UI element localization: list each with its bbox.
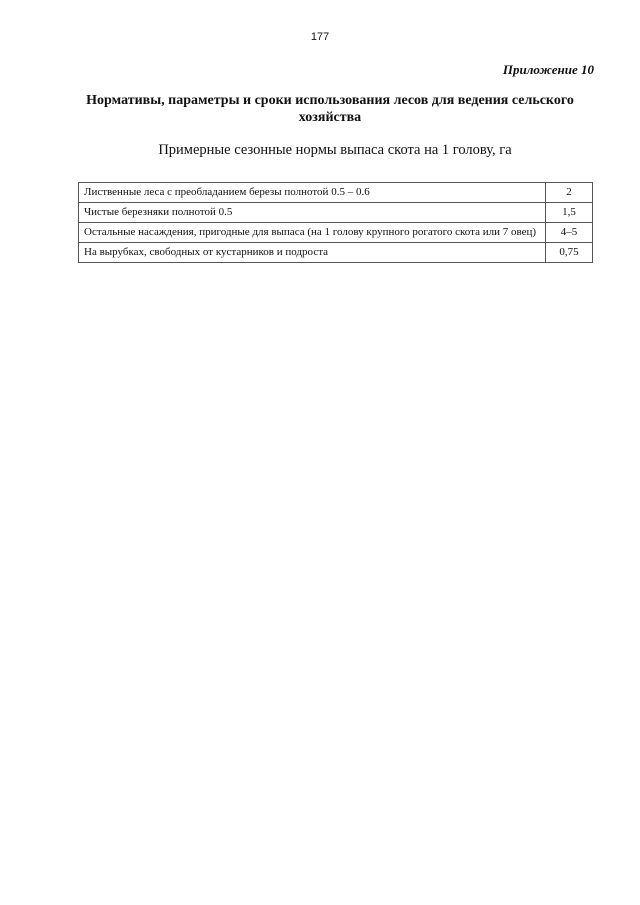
grazing-norms-table	[78, 182, 593, 263]
page-number: 177	[310, 31, 330, 43]
table-caption: Примерные сезонные нормы выпаса скота на 1 голову, га	[158, 142, 512, 158]
row-value: 0,75	[546, 243, 593, 263]
row-description: Лиственные леса с преобладанием березы полнотой 0.5 – 0.6	[79, 183, 546, 203]
row-value: 1,5	[546, 203, 593, 223]
row-description: Чистые березняки полнотой 0.5	[79, 203, 546, 223]
row-value: 4–5	[546, 223, 593, 243]
table-row	[79, 203, 593, 223]
table-row	[79, 183, 593, 203]
row-description: Остальные насаждения, пригодные для выпаса (на 1 голову крупного рогатого скота или 7 овец)	[79, 223, 546, 243]
table-row	[79, 243, 593, 263]
row-value: 2	[546, 183, 593, 203]
appendix-label: Приложение 10	[502, 62, 594, 77]
table-row	[79, 223, 593, 243]
document-title: Нормативы, параметры и сроки использования лесов для ведения сельского хозяйства	[86, 93, 574, 125]
row-description: На вырубках, свободных от кустарников и подроста	[79, 243, 546, 263]
